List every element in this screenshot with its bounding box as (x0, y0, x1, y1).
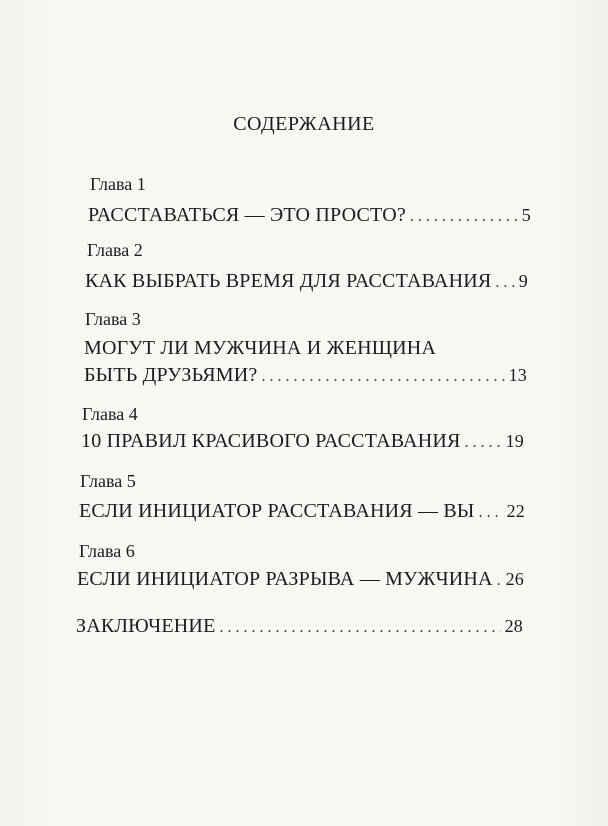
dot-leader (497, 572, 502, 590)
toc-entry-title: КАК ВЫБРАТЬ ВРЕМЯ ДЛЯ РАССТАВАНИЯ (85, 270, 492, 292)
page-number: 5 (521, 205, 531, 225)
toc-entry-title-line1: МОГУТ ЛИ МУЖЧИНА И ЖЕНЩИНА (84, 337, 437, 359)
page-number: 28 (504, 616, 523, 636)
dot-leader (219, 619, 500, 637)
toc-entry-title: ЗАКЛЮЧЕНИЕ (76, 615, 216, 637)
chapter-label: Глава 1 (90, 174, 146, 194)
dot-leader (261, 368, 504, 386)
chapter-label: Глава 2 (87, 240, 143, 260)
toc-entry (81, 430, 524, 453)
toc-entry-conclusion (76, 615, 523, 638)
page-title: СОДЕРЖАНИЕ (233, 113, 375, 135)
toc-entry (79, 500, 525, 523)
chapter-label: Глава 4 (82, 404, 138, 424)
page-number: 13 (508, 365, 527, 385)
toc-entry (84, 364, 527, 387)
chapter-label: Глава 6 (79, 541, 135, 561)
toc-entry (85, 270, 528, 293)
toc-entry-title: ЕСЛИ ИНИЦИАТОР РАЗРЫВА — МУЖЧИНА (77, 568, 493, 590)
toc-entry-title: ЕСЛИ ИНИЦИАТОР РАССТАВАНИЯ — ВЫ (79, 500, 475, 522)
dot-leader (479, 504, 503, 522)
toc-entry-title: 10 ПРАВИЛ КРАСИВОГО РАССТАВАНИЯ (81, 430, 461, 452)
page-number: 19 (505, 431, 524, 451)
page-number: 22 (506, 501, 525, 521)
toc-entry-title: РАССТАВАТЬСЯ — ЭТО ПРОСТО? (88, 204, 406, 226)
page-number: 26 (505, 569, 524, 589)
dot-leader (465, 434, 502, 452)
toc-entry (77, 568, 524, 591)
toc-entry-title-line2: БЫТЬ ДРУЗЬЯМИ? (84, 364, 258, 386)
toc-entry (88, 204, 531, 227)
chapter-label: Глава 5 (80, 471, 136, 491)
dot-leader (410, 208, 518, 226)
chapter-label: Глава 3 (85, 309, 141, 329)
dot-leader (495, 274, 514, 292)
page-number: 9 (518, 271, 528, 291)
